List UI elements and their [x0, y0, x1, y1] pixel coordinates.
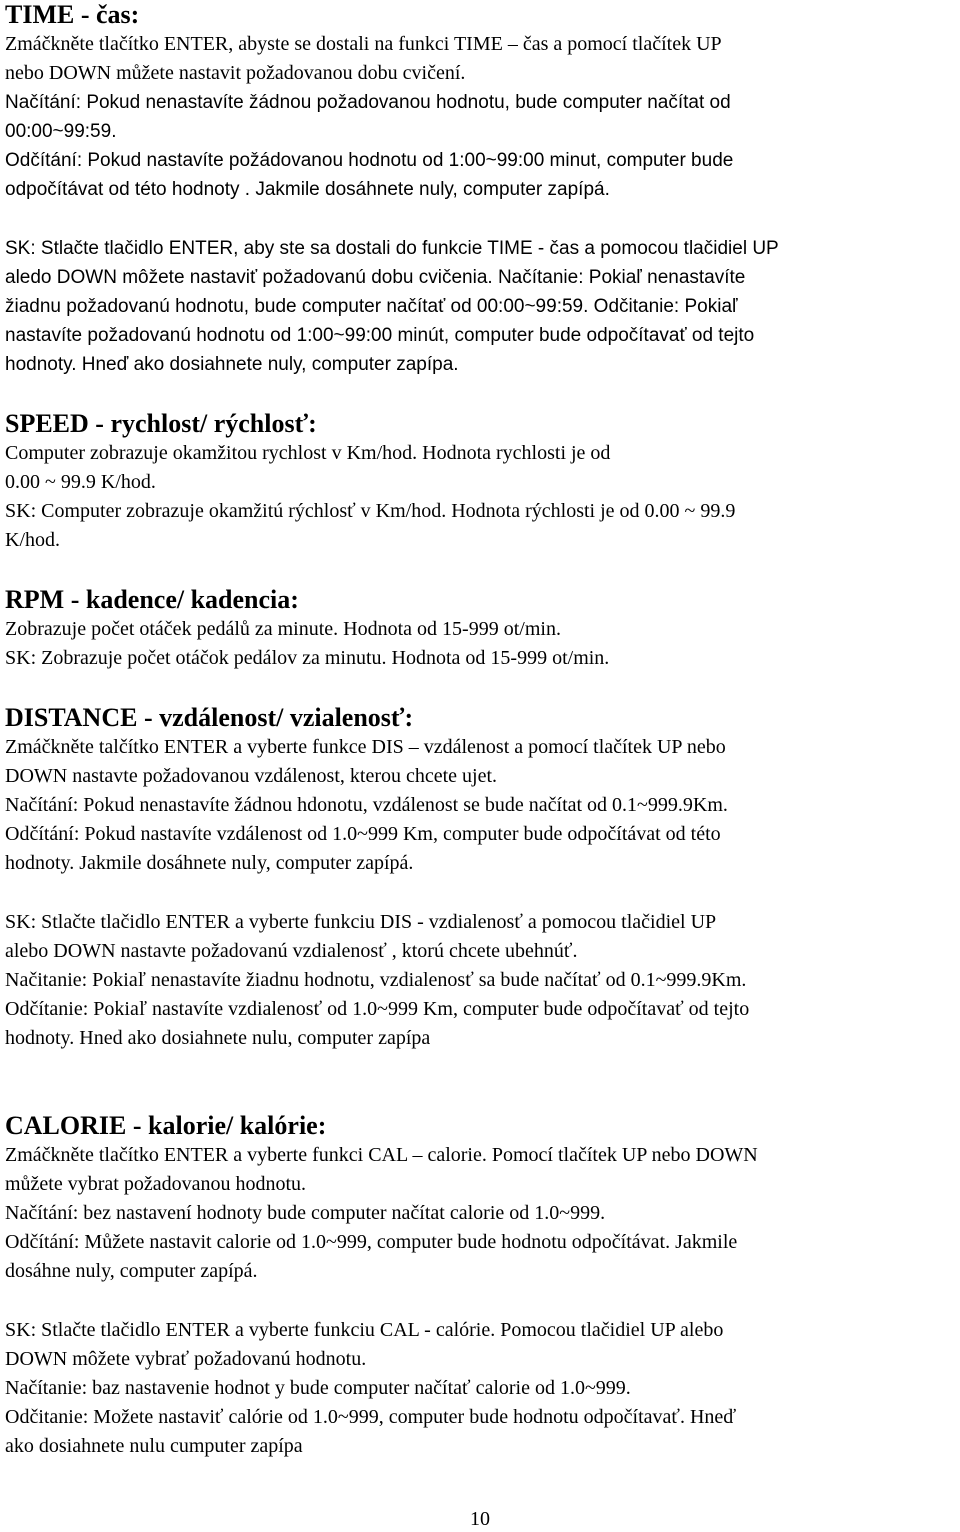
distance-cz-line: Odčítání: Pokud nastavíte vzdálenost od 1.0~999 Km, computer bude odpočítávat od této [5, 823, 721, 845]
distance-section [5, 703, 957, 1053]
calorie-cz-line: dosáhne nuly, computer zapípá. [5, 1260, 258, 1282]
calorie-sk-line: SK: Stlačte tlačidlo ENTER a vyberte funkciu CAL - calórie. Pomocou tlačidiel UP alebo [5, 1319, 724, 1341]
time-sk-line: SK: Stlačte tlačidlo ENTER, aby ste sa dostali do funkcie TIME - čas a pomocou tlačidiel UP [5, 238, 779, 259]
time-cz-line: 00:00~99:59. [5, 121, 117, 142]
distance-cz-line: hodnoty. Jakmile dosáhnete nuly, computer zapípá. [5, 852, 414, 874]
speed-section [5, 409, 957, 555]
rpm-line: SK: Zobrazuje počet otáčok pedálov za minutu. Hodnota od 15-999 ot/min. [5, 647, 610, 669]
calorie-sk-line: DOWN môžete vybrať požadovanú hodnotu. [5, 1348, 367, 1370]
speed-heading: SPEED - rychlost/ rýchlosť: [5, 409, 317, 438]
speed-line: SK: Computer zobrazuje okamžitú rýchlosť v Km/hod. Hodnota rýchlosti je od 0.00 ~ 99.9 [5, 500, 736, 522]
time-section [5, 0, 957, 379]
distance-heading: DISTANCE - vzdálenost/ vzialenosť: [5, 703, 414, 732]
time-sk-line: hodnoty. Hneď ako dosiahnete nuly, computer zapípa. [5, 354, 459, 375]
speed-line: K/hod. [5, 529, 60, 551]
time-sk-line: aledo DOWN môžete nastaviť požadovanú dobu cvičenia. Načítanie: Pokiaľ nenastavíte [5, 267, 746, 288]
distance-sk-line: hodnoty. Hned ako dosiahnete nulu, computer zapípa [5, 1027, 431, 1049]
calorie-sk-line: ako dosiahnete nulu cumputer zapípa [5, 1435, 303, 1457]
calorie-section [5, 1111, 957, 1461]
time-heading: TIME - čas: [5, 0, 140, 29]
rpm-line: Zobrazuje počet otáček pedálů za minute. Hodnota od 15-999 ot/min. [5, 618, 561, 640]
manual-page [5, 0, 957, 1461]
distance-sk-line: SK: Stlačte tlačidlo ENTER a vyberte funkciu DIS - vzdialenosť a pomocou tlačidiel UP [5, 911, 717, 933]
time-cz-line: odpočítávat od této hodnoty . Jakmile dosáhnete nuly, computer zapípá. [5, 179, 610, 200]
rpm-heading: RPM - kadence/ kadencia: [5, 585, 299, 614]
calorie-sk-line: Odčitanie: Možete nastaviť calórie od 1.0~999, computer bude hodnotu odpočítavať. Hneď [5, 1406, 737, 1428]
distance-cz-line: DOWN nastavte požadovanou vzdálenost, kterou chcete ujet. [5, 765, 498, 787]
calorie-sk-line: Načítanie: baz nastavenie hodnot y bude computer načítať calorie od 1.0~999. [5, 1377, 631, 1399]
time-sk-line: žiadnu požadovanú hodnotu, bude computer načítať od 00:00~99:59. Odčitanie: Pokiaľ [5, 296, 738, 317]
distance-cz-line: Načítání: Pokud nenastavíte žádnou hdonotu, vzdálenost se bude načítat od 0.1~999.9Km. [5, 794, 728, 816]
distance-sk-line: alebo DOWN nastavte požadovanú vzdialenosť , ktorú chcete ubehnúť. [5, 940, 578, 962]
rpm-section [5, 585, 957, 673]
time-cz-line: nebo DOWN můžete nastavit požadovanou dobu cvičení. [5, 62, 466, 84]
time-sk-line: nastavíte požadovanú hodnotu od 1:00~99:00 minút, computer bude odpočítavať od tejto [5, 325, 755, 346]
distance-cz-line: Zmáčkněte talčítko ENTER a vyberte funkce DIS – vzdálenost a pomocí tlačítek UP nebo [5, 736, 726, 758]
time-cz-line: Zmáčkněte tlačítko ENTER, abyste se dostali na funkci TIME – čas a pomocí tlačítek UP [5, 33, 722, 55]
calorie-cz-line: Zmáčkněte tlačítko ENTER a vyberte funkci CAL – calorie. Pomocí tlačítek UP nebo DOWN [5, 1144, 758, 1166]
calorie-cz-line: Načítání: bez nastavení hodnoty bude computer načítat calorie od 1.0~999. [5, 1202, 606, 1224]
speed-line: Computer zobrazuje okamžitou rychlost v Km/hod. Hodnota rychlosti je od [5, 442, 611, 464]
calorie-cz-line: Odčítání: Můžete nastavit calorie od 1.0~999, computer bude hodnotu odpočítávat. Jakmile [5, 1231, 738, 1253]
time-cz-line: Načítání: Pokud nenastavíte žádnou požadovanou hodnotu, bude computer načítat od [5, 92, 731, 113]
distance-sk-line: Odčítanie: Pokiaľ nastavíte vzdialenosť od 1.0~999 Km, computer bude odpočítavať od tejto [5, 998, 750, 1020]
distance-sk-line: Načitanie: Pokiaľ nenastavíte žiadnu hodnotu, vzdialenosť sa bude načítať od 0.1~999.9Km. [5, 969, 747, 991]
speed-line: 0.00 ~ 99.9 K/hod. [5, 471, 156, 493]
calorie-cz-line: můžete vybrat požadovanou hodnotu. [5, 1173, 307, 1195]
time-cz-line: Odčítání: Pokud nastavíte požádovanou hodnotu od 1:00~99:00 minut, computer bude [5, 150, 734, 171]
page-number: 10 [470, 1508, 490, 1530]
calorie-heading: CALORIE - kalorie/ kalórie: [5, 1111, 327, 1140]
